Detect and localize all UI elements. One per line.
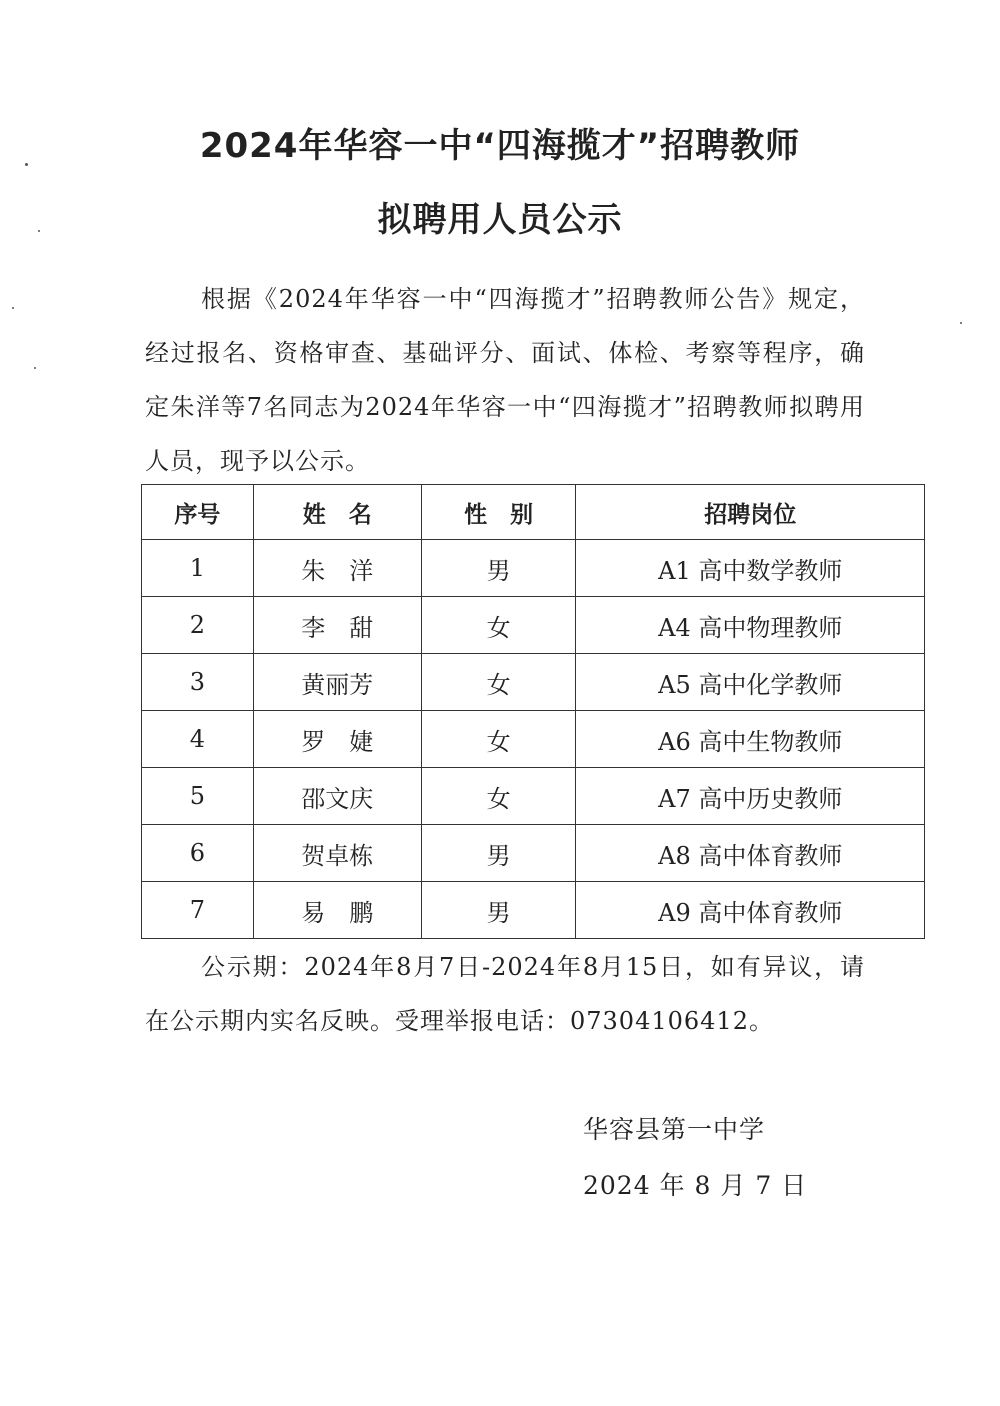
cell-gender: 女 bbox=[421, 711, 576, 768]
cell-index: 1 bbox=[142, 540, 254, 597]
table-row bbox=[142, 882, 925, 939]
hire-table bbox=[141, 484, 925, 939]
cell-gender: 男 bbox=[421, 540, 576, 597]
table-row bbox=[142, 597, 925, 654]
cell-gender: 女 bbox=[421, 768, 576, 825]
scan-speck bbox=[960, 322, 962, 324]
cell-position: A9 高中体育教师 bbox=[576, 882, 925, 939]
cell-index: 4 bbox=[142, 711, 254, 768]
cell-name: 黄丽芳 bbox=[253, 654, 421, 711]
table-row bbox=[142, 825, 925, 882]
cell-name: 罗 婕 bbox=[253, 711, 421, 768]
scan-speck bbox=[38, 230, 40, 232]
notice-paragraph: 公示期：2024年8月7日-2024年8月15日，如有异议，请在公示期内实名反映。受理举报电话：07304106412。 bbox=[145, 953, 865, 1035]
cell-name: 易 鹏 bbox=[253, 882, 421, 939]
signature-org: 华容县第一中学 bbox=[583, 1115, 766, 1144]
scan-speck bbox=[12, 307, 14, 309]
cell-position: A8 高中体育教师 bbox=[576, 825, 925, 882]
cell-name: 朱 洋 bbox=[253, 540, 421, 597]
header-gender: 性 别 bbox=[421, 485, 576, 540]
intro-paragraph: 根据《2024年华容一中“四海揽才”招聘教师公告》规定，经过报名、资格审查、基础评分、面试、体检、考察等程序，确定朱洋等7名同志为2024年华容一中“四海揽才”招聘教师拟聘用人员，现予以公示。 bbox=[145, 285, 865, 475]
signature-date: 2024 年 8 月 7 日 bbox=[583, 1171, 808, 1200]
table-row bbox=[142, 768, 925, 825]
cell-position: A5 高中化学教师 bbox=[576, 654, 925, 711]
table-row bbox=[142, 711, 925, 768]
table-row bbox=[142, 540, 925, 597]
cell-name: 贺卓栋 bbox=[253, 825, 421, 882]
cell-gender: 女 bbox=[421, 597, 576, 654]
cell-position: A1 高中数学教师 bbox=[576, 540, 925, 597]
cell-name: 邵文庆 bbox=[253, 768, 421, 825]
table-row bbox=[142, 654, 925, 711]
header-name: 姓 名 bbox=[253, 485, 421, 540]
cell-gender: 男 bbox=[421, 882, 576, 939]
scan-speck bbox=[34, 367, 36, 369]
doc-title-line2: 拟聘用人员公示 bbox=[377, 200, 623, 240]
scan-speck bbox=[25, 163, 28, 166]
cell-index: 5 bbox=[142, 768, 254, 825]
cell-name: 李 甜 bbox=[253, 597, 421, 654]
cell-gender: 男 bbox=[421, 825, 576, 882]
cell-index: 7 bbox=[142, 882, 254, 939]
cell-position: A6 高中生物教师 bbox=[576, 711, 925, 768]
cell-index: 2 bbox=[142, 597, 254, 654]
cell-position: A4 高中物理教师 bbox=[576, 597, 925, 654]
header-position: 招聘岗位 bbox=[576, 485, 925, 540]
header-index: 序号 bbox=[142, 485, 254, 540]
cell-position: A7 高中历史教师 bbox=[576, 768, 925, 825]
doc-title-line1: 2024年华容一中“四海揽才”招聘教师 bbox=[199, 126, 801, 166]
cell-gender: 女 bbox=[421, 654, 576, 711]
cell-index: 6 bbox=[142, 825, 254, 882]
cell-index: 3 bbox=[142, 654, 254, 711]
table-header-row bbox=[142, 485, 925, 540]
